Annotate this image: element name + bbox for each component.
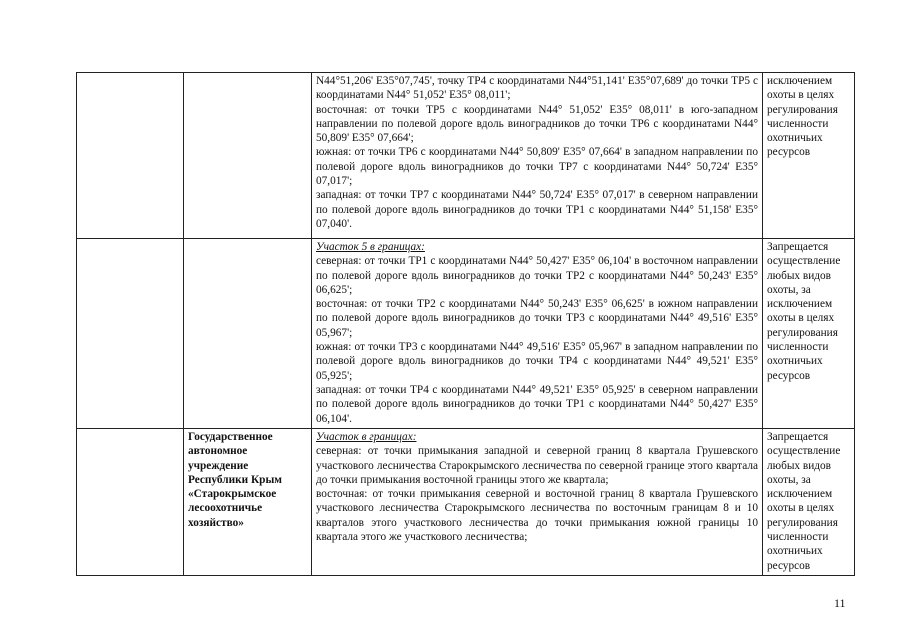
boundary-line: восточная: от точки ТР2 с координатами N44° 50,243' E35° 06,625' в южном направлении по полевой дороге вдоль виноградников до точки ТР3 с координатами N44° 49,516' E35° 05,967'; [316,298,758,339]
organization-cell [184,239,312,429]
restriction-note: исключением охоты в целях регулирования численности охотничьих ресурсов [763,73,855,239]
number-cell [77,73,184,239]
number-cell [77,429,184,576]
boundary-line: западная: от точки ТР7 с координатами N44° 50,724' E35° 07,017' в северном направлении по полевой дороге вдоль виноградников до точки ТР1 с координатами N44° 51,158' E35° 07,040'. [316,189,758,230]
organization-cell: Государственное автономное учреждение Республики Крым «Старокрымское лесоохотничье хозяйство» [184,429,312,576]
number-cell [77,239,184,429]
boundary-line: северная: от точки примыкания западной и северной границ 8 квартала Грушевского участкового лесничества Старокрымского лесничества по северной границе этого квартала до точки примыкания восточной границы этого же квартала; [316,445,758,486]
boundary-description-cell [312,239,763,429]
boundary-line: западная: от точки ТР4 с координатами N44° 49,521' E35° 05,925' в северном направлении по полевой дороге вдоль виноградников до точки ТР1 с координатами N44° 50,427' E35° 06,104'. [316,383,758,425]
hunting-zones-table [76,72,855,576]
restriction-note: Запрещается осуществление любых видов охоты, за исключением охоты в целях регулирования численности охотничьих ресурсов [763,429,855,576]
table-row [77,429,855,576]
page-number: 11 [834,596,846,610]
boundary-line: N44°51,206' E35°07,745', точку ТР4 с координатами N44°51,141' E35°07,689' до точки ТР5 с координатами N44° 51,052' E35° 08,011'; [316,75,758,102]
plot-heading: Участок в границах: [316,431,417,443]
boundary-description-cell [312,73,763,239]
restriction-note: Запрещается осуществление любых видов охоты, за исключением охоты в целях регулирования численности охотничьих ресурсов [763,239,855,429]
boundary-line: южная: от точки ТР3 с координатами N44° 49,516' E35° 05,967' в западном направлении по полевой дороге вдоль виноградников до точки ТР4 с координатами N44° 49,521' E35° 05,925'; [316,341,758,382]
table-row [77,239,855,429]
boundary-description-cell [312,429,763,576]
organization-cell [184,73,312,239]
table-row [77,73,855,239]
plot-heading: Участок 5 в границах: [316,241,425,253]
boundary-line: южная: от точки ТР6 с координатами N44° 50,809' E35° 07,664' в западном направлении по полевой дороге вдоль виноградников до точки ТР7 с координатами N44° 50,724' E35° 07,017'; [316,146,758,188]
boundary-line: восточная: от точки ТР5 с координатами N44° 51,052' E35° 08,011' в юго-западном направлении по полевой дороге вдоль виноградников до точки ТР6 с координатами N44° 50,809' E35° 07,664'; [316,103,758,145]
boundary-line: северная: от точки ТР1 с координатами N44° 50,427' E35° 06,104' в восточном направлении по полевой дороге вдоль виноградников до точки ТР2 с координатами N44° 50,243' E35° 06,625'; [316,255,758,296]
boundary-line: восточная: от точки примыкания северной и восточной границ 8 квартала Грушевского участкового лесничества Старокрымского лесничества по восточным границам 8 и 10 кварталов этого участкового лесничества до точки примыкания южной границы 10 квартала этого же участкового лесничества; [316,488,758,544]
